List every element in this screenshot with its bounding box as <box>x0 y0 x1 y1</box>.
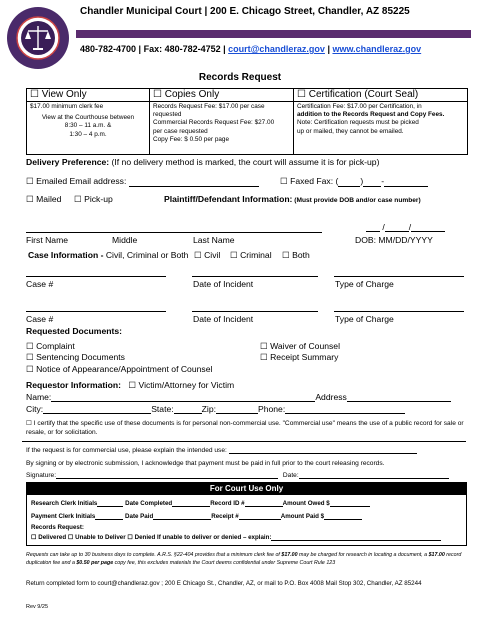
charge-type-field[interactable] <box>334 311 464 312</box>
form-title: Records Request <box>198 72 282 83</box>
name-label: Name: <box>26 392 52 402</box>
zip-label: Zip: <box>201 404 216 414</box>
email-address-field[interactable] <box>129 177 259 187</box>
incident-date-label: Date of Incident <box>193 314 254 324</box>
name-field-line[interactable] <box>26 232 322 233</box>
last-name-label: Last Name <box>193 235 235 245</box>
section-divider <box>22 441 466 442</box>
explain-field[interactable] <box>271 533 441 541</box>
commercial-use-row <box>26 444 417 454</box>
research-row <box>31 499 370 507</box>
fee-line: Certification Fee: $17.00 per Certification, in <box>297 103 422 110</box>
court-use-box <box>26 482 467 546</box>
date-paid-field[interactable] <box>153 512 211 520</box>
dob-field[interactable] <box>366 222 445 232</box>
charge-type-field[interactable] <box>334 276 464 277</box>
address-label: Address <box>315 392 347 402</box>
both-checkbox[interactable]: ☐ Both <box>282 250 310 260</box>
incident-date-field[interactable] <box>192 311 318 312</box>
certification-checkbox[interactable]: ☐ Certification (Court Seal) <box>294 89 467 102</box>
disclaimer-text: Requests can take up to 30 business days to complete. A.R.S. §22-404 provides that a minimum clerk fee of <box>26 552 282 558</box>
research-initials-label: Research Clerk Initials <box>31 500 98 507</box>
disclaimer-text: record duplication fee and a <box>26 552 462 566</box>
fee-line: Copy Fee: $ 0.50 per page <box>153 135 230 143</box>
hours-line: View at the Courthouse between <box>41 114 135 122</box>
fax-area-code-field[interactable] <box>338 177 360 187</box>
research-initials-field[interactable] <box>97 499 123 507</box>
email-checkbox-label[interactable]: ☐ Emailed Email address: <box>26 176 127 186</box>
date-completed-label: Date Completed <box>123 500 173 507</box>
copies-only-details <box>153 103 290 144</box>
return-instructions: Return completed form to court@chandleraz.gov ; 200 E Chicago St., Chandler, AZ, or mail to P.O. Box 4008 Mail Stop 302, Chandler, AZ 85244 <box>26 580 422 587</box>
phone-field[interactable] <box>285 404 405 414</box>
disclaimer-text: copy fee, this excludes materials the Court deems confidential under Supreme Court Rule 123 <box>113 560 336 566</box>
complaint-checkbox[interactable]: ☐ Complaint <box>26 341 75 351</box>
fee-line: requested <box>153 111 182 119</box>
fee-line: addition to the Records Request and Copy Fees. <box>297 111 445 119</box>
copies-only-column <box>150 89 294 154</box>
fee-line: $17.00 minimum clerk fee <box>30 103 104 110</box>
case-number-label: Case # <box>26 279 54 289</box>
payment-initials-field[interactable] <box>95 512 123 520</box>
hours-line: 8:30 – 11 a.m. & <box>64 122 112 130</box>
civil-checkbox[interactable]: ☐ Civil <box>194 250 221 260</box>
contact-line <box>80 44 421 54</box>
case-number-label: Case # <box>26 314 54 324</box>
case-info-heading <box>28 250 188 260</box>
case-info-kind: Civil, Criminal or Both <box>105 250 189 260</box>
case-number-field[interactable] <box>26 276 166 277</box>
record-id-field[interactable] <box>245 499 283 507</box>
acknowledge-text: By signing or by electronic submission, I acknowledge that payment must be paid in full prior to the court releasing records. <box>26 460 385 467</box>
signature-field[interactable] <box>56 469 278 479</box>
court-website-link[interactable]: www.chandleraz.gov <box>332 44 422 54</box>
city-label: City: <box>26 404 44 414</box>
incident-date-label: Date of Incident <box>193 279 254 289</box>
fax-dash: - <box>381 176 385 186</box>
party-note: (Must provide DOB and/or case number) <box>292 197 421 204</box>
documents-heading: Requested Documents: <box>26 326 122 336</box>
disclaimer-fee: $17.00 <box>428 552 445 558</box>
note-line: up or mailed, they cannot be emailed. <box>297 127 404 135</box>
dob-label: DOB: MM/DD/YYYY <box>355 235 433 245</box>
name-row <box>26 392 451 402</box>
fax-checkbox-label[interactable]: ☐ Faxed Fax: ( <box>280 176 339 186</box>
first-name-label: First Name <box>26 235 69 245</box>
disclaimer-fee: $0.50 per page <box>76 560 114 566</box>
disclaimer-fee: $17.00 <box>281 552 298 558</box>
fee-line: Records Request Fee: $17.00 per case <box>153 103 265 110</box>
copies-only-checkbox[interactable]: ☐ Copies Only <box>150 89 293 102</box>
date-completed-field[interactable] <box>172 499 210 507</box>
case-number-field[interactable] <box>26 311 166 312</box>
receipt-label: Receipt # <box>211 513 239 520</box>
receipt-field[interactable] <box>239 512 281 520</box>
pickup-checkbox[interactable]: ☐ Pick-up <box>74 194 113 204</box>
fee-disclaimer <box>26 551 466 567</box>
view-only-checkbox[interactable]: ☐ View Only <box>27 89 149 102</box>
date-field[interactable] <box>299 469 449 479</box>
incident-date-field[interactable] <box>192 276 318 277</box>
notice-appearance-checkbox[interactable]: ☐ Notice of Appearance/Appointment of Counsel <box>26 364 213 374</box>
state-label: State: <box>151 404 174 414</box>
sentencing-checkbox[interactable]: ☐ Sentencing Documents <box>26 352 125 362</box>
waiver-checkbox[interactable]: ☐ Waiver of Counsel <box>260 341 340 351</box>
status-row <box>31 533 441 541</box>
mailed-checkbox[interactable]: ☐ Mailed <box>26 194 62 204</box>
dob-year-field[interactable] <box>408 222 445 232</box>
date-label: Date: <box>282 472 299 479</box>
court-seal-logo <box>6 6 70 70</box>
requestor-heading-row <box>26 380 234 391</box>
city-row <box>26 404 405 414</box>
address-field[interactable] <box>347 392 451 402</box>
email-option[interactable] <box>26 176 259 187</box>
amount-paid-label: Amount Paid $ <box>280 513 325 520</box>
signature-row <box>26 469 449 479</box>
request-type-table <box>26 88 468 155</box>
zip-field[interactable] <box>216 404 258 414</box>
court-use-heading: For Court Use Only <box>27 483 466 495</box>
fax-prefix-field[interactable] <box>363 177 381 187</box>
delivery-preference <box>26 157 379 167</box>
header-divider-bar <box>76 30 471 38</box>
charge-type-label: Type of Charge <box>335 279 394 289</box>
fee-line: per case requested <box>153 127 208 135</box>
charge-type-label: Type of Charge <box>335 314 394 324</box>
fee-line: Commercial Records Request Fee: $27.00 <box>153 119 275 127</box>
certification-column <box>294 89 467 154</box>
view-only-column <box>27 89 150 154</box>
payment-row <box>31 512 362 520</box>
court-address-line: Chandler Municipal Court | 200 E. Chicago Street, Chandler, AZ 85225 <box>80 6 410 17</box>
date-paid-label: Date Paid <box>123 513 154 520</box>
dob-sep: / <box>408 222 412 232</box>
city-field[interactable] <box>43 404 151 414</box>
certification-details <box>297 103 464 136</box>
phone-fax-text: 480-782-4700 | Fax: 480-782-4752 | <box>80 44 229 54</box>
dob-month-field[interactable] <box>366 222 380 232</box>
delivery-note: (If no delivery method is marked, the court will assume it is for pick-up) <box>109 157 380 167</box>
phone-label: Phone: <box>257 404 286 414</box>
commercial-use-label: If the request is for commercial use, please explain the intended use: <box>26 447 227 454</box>
requestor-name-field[interactable] <box>51 392 315 402</box>
victim-checkbox[interactable]: ☐ Victim/Attorney for Victim <box>128 380 235 390</box>
amount-owed-field[interactable] <box>330 499 370 507</box>
amount-owed-label: Amount Owed $ <box>282 500 330 507</box>
payment-initials-label: Payment Clerk Initials <box>31 513 96 520</box>
separator: | <box>324 44 333 54</box>
criminal-checkbox[interactable]: ☐ Criminal <box>230 250 272 260</box>
fax-paren: ) <box>360 176 364 186</box>
fax-line-field[interactable] <box>384 177 428 187</box>
record-id-label: Record ID # <box>210 500 245 507</box>
hours-line: 1:30 – 4 p.m. <box>69 130 107 138</box>
party-info-heading <box>164 194 421 204</box>
revision-label: Rev 9/25 <box>26 604 49 610</box>
dob-sep: / <box>382 222 385 232</box>
fax-option[interactable] <box>280 176 428 187</box>
disclaimer-text: may be charged for research in locating a document, a <box>297 552 429 558</box>
case-info-title: Case Information - <box>28 250 106 260</box>
receipt-summary-checkbox[interactable]: ☐ Receipt Summary <box>260 352 339 362</box>
dob-day-field[interactable] <box>385 222 412 232</box>
view-only-details <box>30 103 146 139</box>
note-line: Note: Certification requests must be picked <box>297 119 419 127</box>
party-heading: Plaintiff/Defendant Information: <box>164 194 293 204</box>
amount-paid-field[interactable] <box>324 512 362 520</box>
court-email-link[interactable]: court@chandleraz.gov <box>228 44 325 54</box>
middle-name-label: Middle <box>112 235 138 245</box>
records-request-label: Records Request: <box>31 524 84 531</box>
state-field[interactable] <box>174 404 202 414</box>
commercial-use-field[interactable] <box>229 444 417 454</box>
personal-use-certification[interactable]: ☐ I certify that the specific use of these documents is for personal non-commercial use. "Commercial use" means the use of a public record for sale or resale, or for solicitation. <box>26 420 464 436</box>
delivery-status-options[interactable]: ☐ Delivered ☐ Unable to Deliver ☐ Denied If unable to deliver or denied – explain: <box>31 534 272 541</box>
delivery-heading: Delivery Preference: <box>26 157 110 167</box>
requestor-heading: Requestor Information: <box>26 380 122 390</box>
signature-label: Signature: <box>26 472 57 479</box>
